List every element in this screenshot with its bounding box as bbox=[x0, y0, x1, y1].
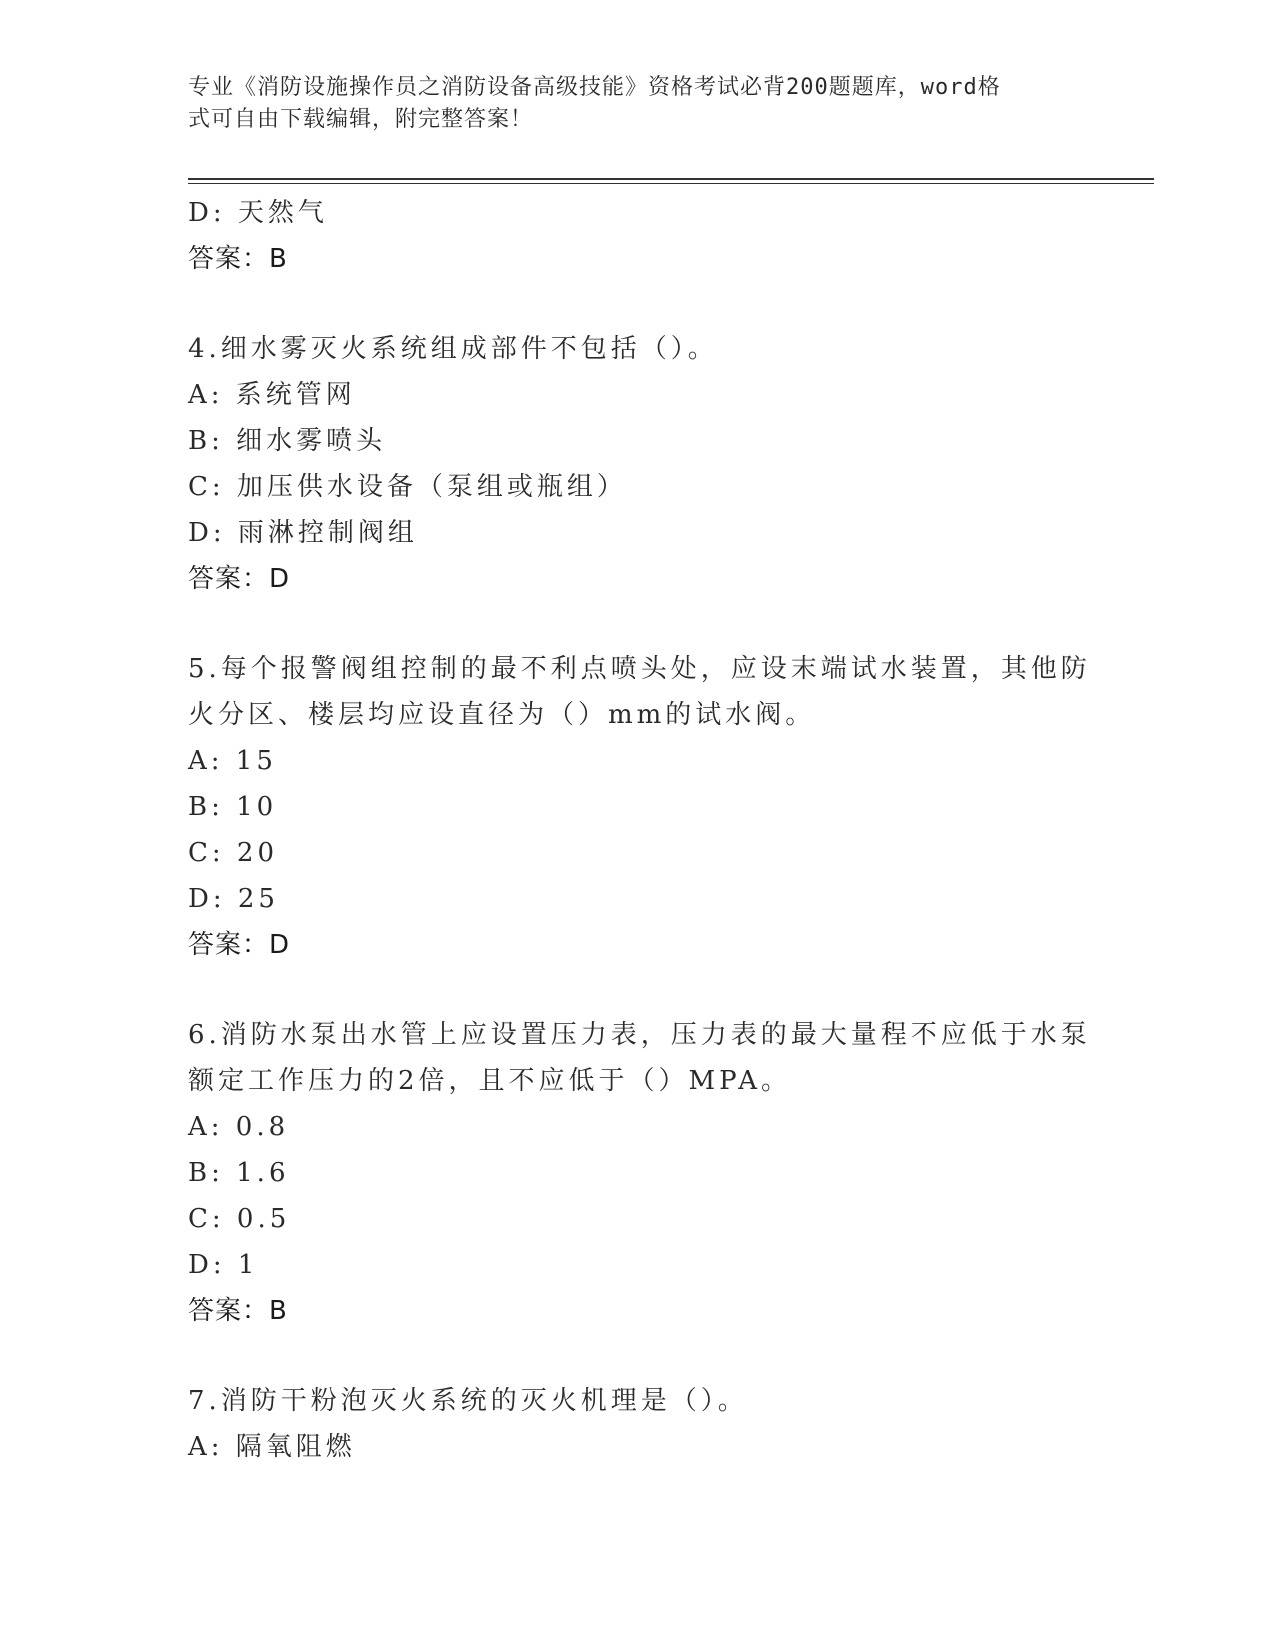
answer-line: 答案：D bbox=[188, 564, 291, 594]
header-divider-thick bbox=[188, 178, 1154, 180]
answer-line: 答案：B bbox=[188, 1296, 288, 1326]
option-a: A: 隔氧阻燃 bbox=[188, 1432, 356, 1462]
spacer bbox=[188, 1334, 1088, 1378]
header-line-1: 专业《消防设施操作员之消防设备高级技能》资格考试必背200题题库，word格 bbox=[188, 75, 1001, 100]
option-c: C: 20 bbox=[188, 838, 279, 868]
question-5 bbox=[188, 646, 1091, 968]
question-stem: 4.细水雾灭火系统组成部件不包括（）。 bbox=[188, 334, 718, 364]
option-d: D: 天然气 bbox=[188, 198, 328, 228]
document-header bbox=[188, 72, 1088, 136]
answer-line: 答案：B bbox=[188, 244, 288, 274]
question-list bbox=[188, 190, 1091, 1470]
spacer bbox=[188, 282, 1088, 326]
option-a: A: 0.8 bbox=[188, 1112, 290, 1142]
option-b: B: 10 bbox=[188, 792, 278, 822]
option-b: B: 1.6 bbox=[188, 1158, 290, 1188]
question-stem-line-1: 6.消防水泵出水管上应设置压力表，压力表的最大量程不应低于水泵 bbox=[188, 1020, 1091, 1050]
header-divider-thin bbox=[188, 183, 1154, 184]
question-stem-line-2: 额定工作压力的2倍，且不应低于（）MPA。 bbox=[188, 1066, 792, 1096]
option-d: D: 1 bbox=[188, 1250, 259, 1280]
spacer bbox=[188, 968, 1088, 1012]
question-7 bbox=[188, 1378, 1088, 1470]
option-b: B: 细水雾喷头 bbox=[188, 426, 387, 456]
option-c: C: 加压供水设备（泵组或瓶组） bbox=[188, 472, 627, 502]
question-4 bbox=[188, 326, 1088, 602]
header-line-2: 式可自由下载编辑，附完整答案！ bbox=[188, 107, 534, 132]
option-d: D: 25 bbox=[188, 884, 279, 914]
question-stem-line-1: 5.每个报警阀组控制的最不利点喷头处，应设末端试水装置，其他防 bbox=[188, 654, 1091, 684]
answer-line: 答案：D bbox=[188, 930, 291, 960]
option-d: D: 雨淋控制阀组 bbox=[188, 518, 418, 548]
option-a: A: 系统管网 bbox=[188, 380, 356, 410]
spacer bbox=[188, 602, 1088, 646]
question-stem: 7.消防干粉泡灭火系统的灭火机理是（）。 bbox=[188, 1386, 748, 1416]
option-a: A: 15 bbox=[188, 746, 277, 776]
question-6 bbox=[188, 1012, 1091, 1334]
question-3-tail bbox=[188, 190, 1088, 282]
question-stem-line-2: 火分区、楼层均应设直径为（）mm的试水阀。 bbox=[188, 700, 816, 730]
option-c: C: 0.5 bbox=[188, 1204, 291, 1234]
